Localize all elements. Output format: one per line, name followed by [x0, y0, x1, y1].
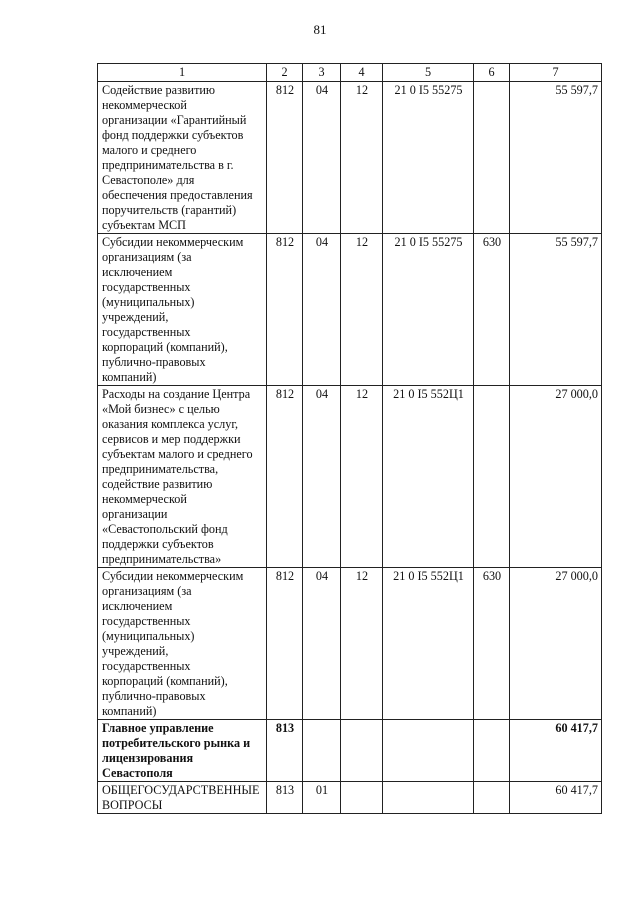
amount-cell: 60 417,7 — [510, 720, 602, 782]
expense-type-cell: 630 — [474, 568, 510, 720]
section-code-cell: 01 — [303, 782, 341, 814]
subsection-code-cell — [341, 782, 383, 814]
row-name-cell: Субсидии некоммерческим организациям (за исключением государственных (муниципальных) учреждений, государственных корпораций (компаний), публично-правовых компаний) — [98, 234, 267, 386]
table-row — [98, 386, 602, 568]
expense-type-cell — [474, 720, 510, 782]
amount-cell: 60 417,7 — [510, 782, 602, 814]
ministry-code-cell: 813 — [267, 782, 303, 814]
row-name-cell: ОБЩЕГОСУДАРСТВЕННЫЕ ВОПРОСЫ — [98, 782, 267, 814]
row-name-cell: Субсидии некоммерческим организациям (за исключением государственных (муниципальных) учреждений, государственных корпораций (компаний), публично-правовых компаний) — [98, 568, 267, 720]
subsection-code-cell: 12 — [341, 234, 383, 386]
subsection-code-cell: 12 — [341, 82, 383, 234]
column-header: 5 — [383, 64, 474, 82]
expense-type-cell: 630 — [474, 234, 510, 386]
target-article-cell: 21 0 I5 55275 — [383, 234, 474, 386]
table-row — [98, 234, 602, 386]
column-header: 6 — [474, 64, 510, 82]
budget-table — [97, 63, 602, 814]
row-name-cell: Содействие развитию некоммерческой организации «Гарантийный фонд поддержки субъектов малого и среднего предпринимательства в г. Севастополе» для обеспечения предоставления поручительств (гарантий) субъектам МСП — [98, 82, 267, 234]
target-article-cell — [383, 782, 474, 814]
section-code-cell: 04 — [303, 568, 341, 720]
column-header: 2 — [267, 64, 303, 82]
row-name-cell: Главное управление потребительского рынка и лицензирования Севастополя — [98, 720, 267, 782]
column-header: 3 — [303, 64, 341, 82]
ministry-code-cell: 813 — [267, 720, 303, 782]
table-row — [98, 720, 602, 782]
table-row — [98, 82, 602, 234]
subsection-code-cell: 12 — [341, 386, 383, 568]
amount-cell: 27 000,0 — [510, 568, 602, 720]
expense-type-cell — [474, 386, 510, 568]
expense-type-cell — [474, 82, 510, 234]
row-name-cell: Расходы на создание Центра «Мой бизнес» с целью оказания комплекса услуг, сервисов и мер поддержки субъектам малого и среднего предпринимательства, содействие развитию некоммерческой организации «Севастопольский фонд поддержки субъектов предпринимательства» — [98, 386, 267, 568]
target-article-cell — [383, 720, 474, 782]
amount-cell: 55 597,7 — [510, 82, 602, 234]
section-code-cell: 04 — [303, 234, 341, 386]
page-number: 81 — [313, 22, 327, 37]
amount-cell: 27 000,0 — [510, 386, 602, 568]
table-header-row — [98, 64, 602, 82]
target-article-cell: 21 0 I5 552Ц1 — [383, 386, 474, 568]
target-article-cell: 21 0 I5 55275 — [383, 82, 474, 234]
column-header: 4 — [341, 64, 383, 82]
subsection-code-cell: 12 — [341, 568, 383, 720]
ministry-code-cell: 812 — [267, 568, 303, 720]
ministry-code-cell: 812 — [267, 234, 303, 386]
expense-type-cell — [474, 782, 510, 814]
amount-cell: 55 597,7 — [510, 234, 602, 386]
section-code-cell — [303, 720, 341, 782]
table-row — [98, 782, 602, 814]
section-code-cell: 04 — [303, 82, 341, 234]
table-row — [98, 568, 602, 720]
ministry-code-cell: 812 — [267, 82, 303, 234]
ministry-code-cell: 812 — [267, 386, 303, 568]
subsection-code-cell — [341, 720, 383, 782]
section-code-cell: 04 — [303, 386, 341, 568]
target-article-cell: 21 0 I5 552Ц1 — [383, 568, 474, 720]
column-header: 7 — [510, 64, 602, 82]
column-header: 1 — [98, 64, 267, 82]
